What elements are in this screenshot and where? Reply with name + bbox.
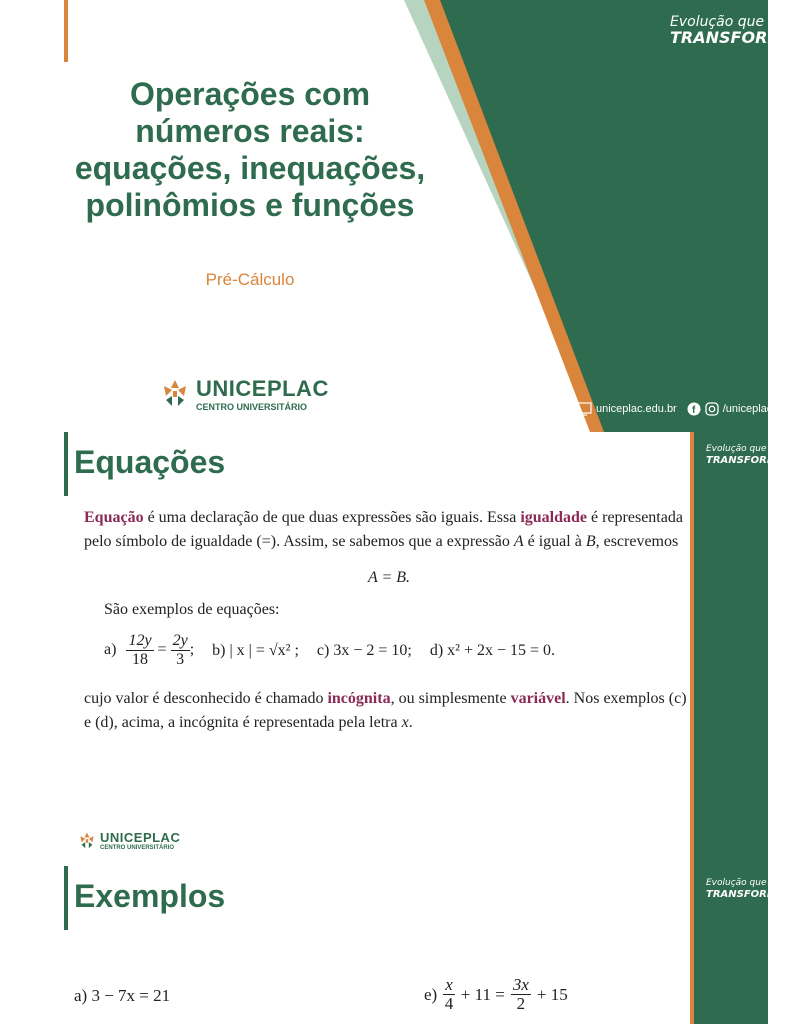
social-handle[interactable]: /uniceplac (722, 403, 773, 415)
accent-bar (64, 866, 68, 930)
logo-mark-icon (160, 378, 190, 410)
logo-mark-icon (78, 831, 96, 851)
slide-equacoes (0, 432, 785, 866)
computer-icon (574, 402, 592, 416)
example-b: b) | x | = √x² ; (212, 641, 299, 659)
example-d: d) x² + 2x − 15 = 0. (429, 641, 556, 659)
presentation-subtitle: Pré-Cálculo (205, 270, 295, 289)
definition-paragraph: Equação é uma declaração de que duas expressões são iguais. Essa igualdade é representada pelo símbolo de igualdade (=). Assim, se sabemos que a expressão A é igual à B, escrevemos (84, 509, 683, 550)
example-c: c) 3x − 2 = 10; (316, 641, 412, 659)
slide-exemplos (0, 866, 785, 1024)
slide-title-cover (0, 0, 796, 432)
presentation-title: Operações com números reais: equações, inequações, polinômios e funções (74, 76, 426, 223)
definition-text (84, 506, 694, 735)
footer-links (574, 402, 772, 416)
brand-tagline: Evolução que TRANSFORMA (706, 444, 785, 466)
brand-tagline: Evolução que TRANSFORMA (670, 14, 796, 47)
example-a: a) $\frac{12y}{18}$ = $\frac{2y}{3}$ ; (104, 632, 195, 668)
unknown-paragraph: cujo valor é desconhecido é chamado incógnita, ou simplesmente variável. Nos exemplos (c) e (d), acima, a incógnita é representada pela letra x. (84, 690, 687, 731)
brand-tagline: Evolução que TRANSFORMA (706, 878, 785, 900)
examples-intro: São exemplos de equações: (104, 601, 280, 618)
instagram-icon[interactable] (705, 402, 719, 416)
equation-display: A = B. (367, 569, 411, 586)
examples-row (104, 632, 694, 669)
uniceplac-logo: UNICEPLAC CENTRO UNIVERSITÁRIO (160, 376, 329, 412)
slide-title: Equações (74, 444, 226, 480)
uniceplac-logo: UNICEPLAC CENTRO UNIVERSITÁRIO (78, 830, 180, 851)
svg-text:f: f (691, 405, 696, 416)
accent-bar (64, 0, 68, 62)
accent-bar (64, 432, 68, 496)
example-a: a) 3 − 7x = 21 (74, 986, 171, 1005)
facebook-icon[interactable] (687, 402, 701, 416)
example-e: e) $\frac{x}{4}$ + 11 = $\frac{3x}{2}$ + 15 (424, 975, 568, 1013)
slide-title: Exemplos (74, 878, 226, 914)
website-link[interactable]: uniceplac.edu.br (596, 403, 677, 415)
